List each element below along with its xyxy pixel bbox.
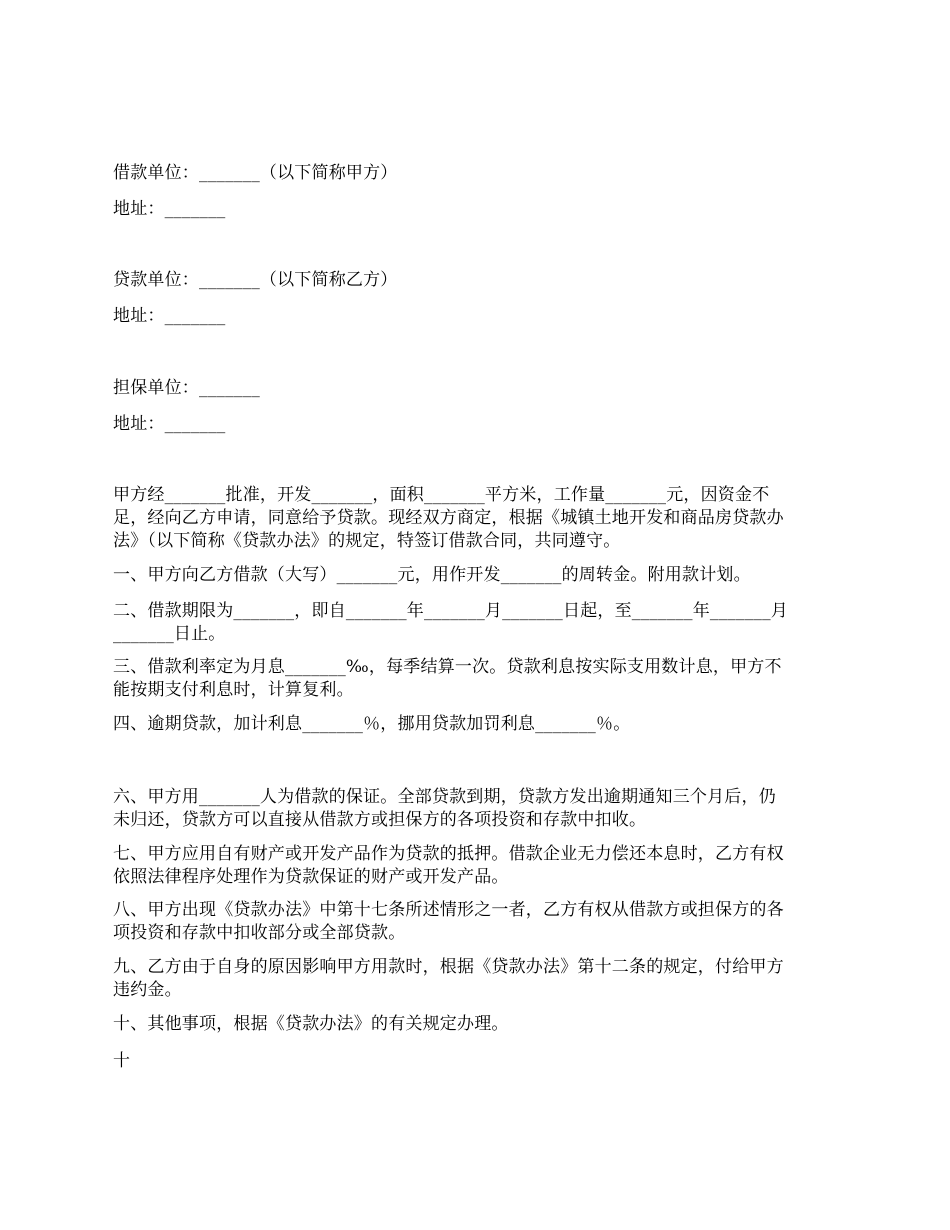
- guarantor-unit: 担保单位：_______: [113, 378, 260, 398]
- lender-address: 地址：_______: [113, 306, 226, 326]
- clause-8-line-1: 八、甲方出现《贷款办法》中第十七条所述情形之一者，乙方有权从借款方或担保方的各: [113, 900, 784, 920]
- clause-7-line-1: 七、甲方应用自有财产或开发产品作为贷款的抵押。借款企业无力偿还本息时，乙方有权: [113, 844, 784, 864]
- clause-11-start: 十: [113, 1051, 131, 1071]
- clause-3-line-1: 三、借款利率定为月息_______‰，每季结算一次。贷款利息按实际支用数计息，甲方不: [113, 657, 782, 677]
- clause-7-line-2: 依照法律程序处理作为贷款保证的财产或开发产品。: [113, 867, 509, 887]
- guarantor-address: 地址：_______: [113, 414, 226, 434]
- borrower-address: 地址：_______: [113, 199, 226, 219]
- clause-6-line-1: 六、甲方用_______人为借款的保证。全部贷款到期，贷款方发出逾期通知三个月后，仍: [113, 787, 776, 807]
- clause-2-line-2: _______日止。: [113, 624, 226, 644]
- clause-1: 一、甲方向乙方借款（大写）_______元，用作开发_______的周转金。附用款计划。: [113, 565, 751, 585]
- clause-2-line-1: 二、借款期限为_______，即自_______年_______月_______日起，至_______年_______月: [113, 601, 788, 621]
- clause-10: 十、其他事项，根据《贷款办法》的有关规定办理。: [113, 1014, 509, 1034]
- intro-line-1: 甲方经_______批准，开发_______，面积_______平方米，工作量_______元，因资金不: [113, 485, 770, 505]
- clause-9-line-2: 违约金。: [113, 980, 182, 1000]
- borrower-unit: 借款单位：_______（以下简称甲方）: [113, 163, 398, 183]
- clause-4: 四、逾期贷款，加计利息_______％，挪用贷款加罚利息_______％。: [113, 714, 631, 734]
- clause-9-line-1: 九、乙方由于自身的原因影响甲方用款时，根据《贷款办法》第十二条的规定，付给甲方: [113, 957, 784, 977]
- clause-8-line-2: 项投资和存款中扣收部分或全部贷款。: [113, 923, 406, 943]
- clause-6-line-2: 未归还，贷款方可以直接从借款方或担保方的各项投资和存款中扣收。: [113, 810, 647, 830]
- lender-unit: 贷款单位：_______（以下简称乙方）: [113, 270, 398, 290]
- intro-line-3: 法》（以下简称《贷款办法》的规定，特签订借款合同，共同遵守。: [113, 531, 621, 551]
- intro-line-2: 足，经向乙方申请，同意给予贷款。现经双方商定，根据《城镇土地开发和商品房贷款办: [113, 508, 784, 528]
- clause-3-line-2: 能按期支付利息时，计算复利。: [113, 680, 354, 700]
